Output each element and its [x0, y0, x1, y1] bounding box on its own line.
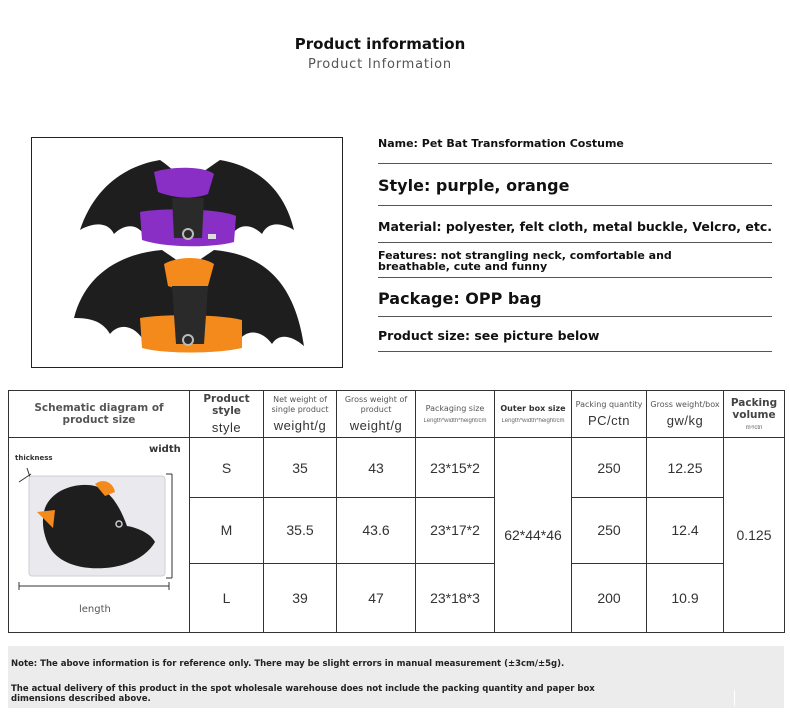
row-l-gross: 47 [337, 563, 416, 632]
schematic-diagram [9, 438, 189, 632]
info-features-row [378, 250, 772, 278]
row-m-size: M [190, 498, 264, 563]
info-name: Name: Pet Bat Transformation Costume [378, 137, 624, 150]
info-name-row [378, 134, 772, 164]
row-l-gw: 10.9 [647, 563, 724, 632]
row-l-qty: 200 [572, 563, 647, 632]
note-box [8, 646, 784, 708]
page-title: Product information [294, 35, 466, 53]
row-s-pack: 23*15*2 [416, 438, 495, 498]
info-size-row [378, 326, 772, 352]
header-schematic: Schematic diagram of product size [9, 391, 190, 438]
header-style: Product style style [190, 391, 264, 438]
divider [734, 690, 735, 706]
width-label: width [149, 444, 181, 455]
header-outer-box: Outer box size Length*width*height/cm [495, 391, 572, 438]
row-m-pack: 23*17*2 [416, 498, 495, 563]
row-l-net: 39 [264, 563, 337, 632]
note-line-2: The actual delivery of this product in the spot wholesale warehouse does not include the packing quantity and paper box dimensions described above. [11, 684, 595, 704]
header-packing-volume: Packing volume m³/ctn [724, 391, 785, 438]
outer-box-cell: 62*44*46 [495, 438, 572, 633]
header-gross-weight: Gross weight of product weight/g [337, 391, 416, 438]
product-photo [31, 137, 343, 368]
volume-cell: 0.125 [724, 438, 785, 633]
note-line-1: Note: The above information is for reference only. There may be slight errors in manual measurement (±3cm/±5g). [11, 659, 565, 669]
row-s-qty: 250 [572, 438, 647, 498]
header-gross-weight-box: Gross weight/box gw/kg [647, 391, 724, 438]
header-packing-quantity: Packing quantity PC/ctn [572, 391, 647, 438]
table-row [9, 438, 785, 498]
row-l-size: L [190, 563, 264, 632]
info-material-row [378, 217, 772, 243]
title-block [290, 36, 470, 72]
row-l-pack: 23*18*3 [416, 563, 495, 632]
row-m-gw: 12.4 [647, 498, 724, 563]
schematic-cell [9, 438, 190, 633]
info-material: Material: polyester, felt cloth, metal buckle, Velcro, etc. [378, 219, 773, 234]
spec-table [8, 390, 785, 633]
thickness-label: thickness [15, 454, 53, 462]
header-packaging-size: Packaging size Length*width*height/cm [416, 391, 495, 438]
row-m-gross: 43.6 [337, 498, 416, 563]
table-header-row [9, 391, 785, 438]
length-label: length [79, 604, 111, 615]
row-s-net: 35 [264, 438, 337, 498]
page-subtitle: Product Information [308, 57, 452, 72]
row-s-gross: 43 [337, 438, 416, 498]
info-package: Package: OPP bag [378, 289, 542, 308]
info-style-row [378, 174, 772, 206]
info-package-row [378, 287, 772, 317]
bat-costume-illustration [32, 138, 343, 368]
orange-costume-collar [164, 258, 214, 290]
row-s-size: S [190, 438, 264, 498]
info-product-size: Product size: see picture below [378, 328, 600, 343]
purple-costume-collar [154, 168, 214, 198]
info-features: Features: not strangling neck, comfortable and breathable, cute and funny [378, 249, 672, 273]
info-style: Style: purple, orange [378, 176, 570, 195]
row-m-net: 35.5 [264, 498, 337, 563]
header-net-weight: Net weight of single product weight/g [264, 391, 337, 438]
row-s-gw: 12.25 [647, 438, 724, 498]
row-m-qty: 250 [572, 498, 647, 563]
